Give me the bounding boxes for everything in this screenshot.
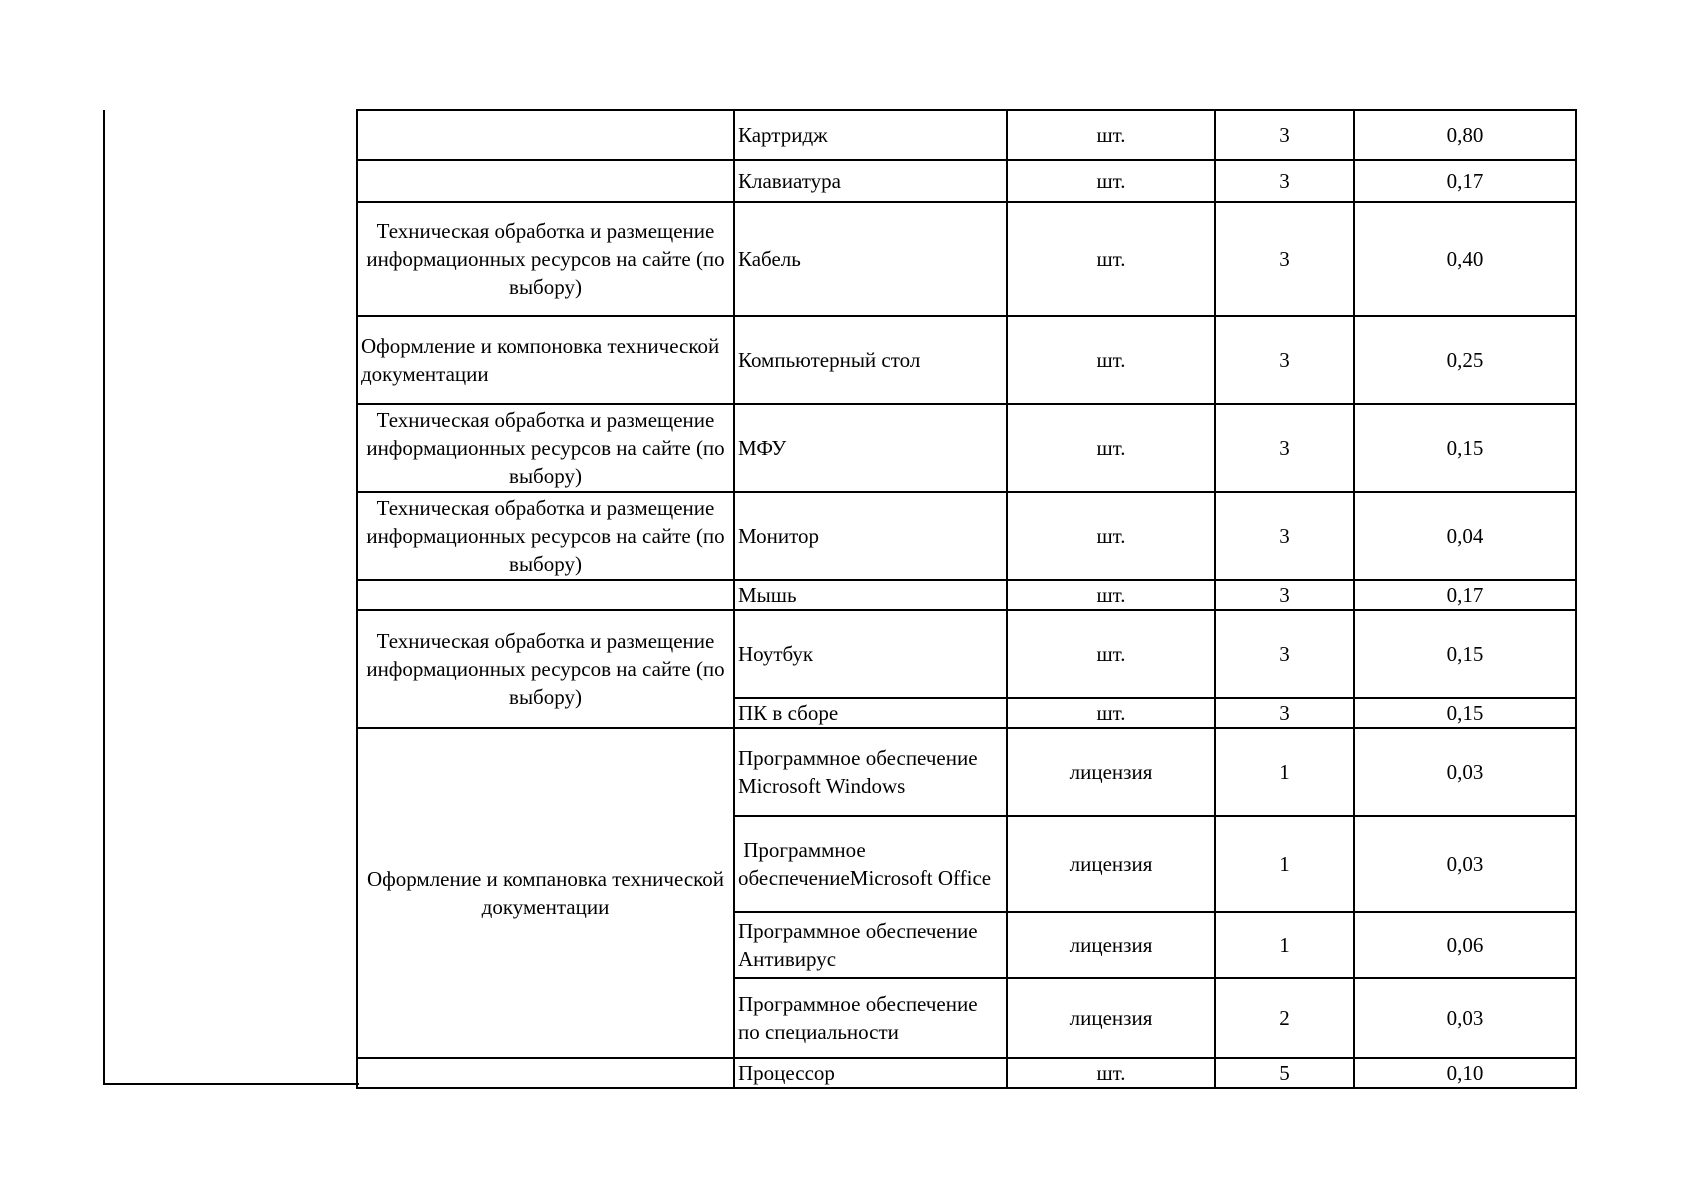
- value-cell: 0,03: [1354, 978, 1576, 1058]
- work-cell: Техническая обработка и размещение информационных ресурсов на сайте (по выбору): [357, 202, 734, 316]
- table-row: [357, 728, 1576, 816]
- unit-cell: шт.: [1007, 492, 1215, 580]
- quantity-cell: 1: [1215, 728, 1354, 816]
- item-name-cell: Процессор: [734, 1058, 1007, 1088]
- quantity-cell: 5: [1215, 1058, 1354, 1088]
- item-name-cell: Программное обеспечение по специальности: [734, 978, 1007, 1058]
- quantity-cell: 3: [1215, 698, 1354, 728]
- work-cell: Оформление и компановка технической документации: [357, 728, 734, 1058]
- quantity-cell: 1: [1215, 912, 1354, 978]
- unit-cell: шт.: [1007, 1058, 1215, 1088]
- quantity-cell: 1: [1215, 816, 1354, 912]
- unit-cell: шт.: [1007, 698, 1215, 728]
- value-cell: 0,03: [1354, 816, 1576, 912]
- table-row: [357, 492, 1576, 580]
- item-name-cell: Программное обеспечение Microsoft Windows: [734, 728, 1007, 816]
- item-name-cell: Кабель: [734, 202, 1007, 316]
- table-row: [357, 1058, 1576, 1088]
- item-name-cell: Монитор: [734, 492, 1007, 580]
- item-name-cell: Ноутбук: [734, 610, 1007, 698]
- quantity-cell: 3: [1215, 492, 1354, 580]
- outer-column-left-border: [103, 110, 105, 1085]
- item-name-cell: Программное обеспечение Антивирус: [734, 912, 1007, 978]
- value-cell: 0,06: [1354, 912, 1576, 978]
- value-cell: 0,17: [1354, 580, 1576, 610]
- value-cell: 0,40: [1354, 202, 1576, 316]
- work-cell: [357, 1058, 734, 1088]
- quantity-cell: 3: [1215, 160, 1354, 202]
- value-cell: 0,04: [1354, 492, 1576, 580]
- table-row: [357, 202, 1576, 316]
- quantity-cell: 3: [1215, 202, 1354, 316]
- outer-column-bottom-border: [103, 1083, 359, 1085]
- unit-cell: лицензия: [1007, 912, 1215, 978]
- value-cell: 0,15: [1354, 698, 1576, 728]
- work-cell: [357, 580, 734, 610]
- work-cell: Техническая обработка и размещение информационных ресурсов на сайте (по выбору): [357, 404, 734, 492]
- table-row: [357, 160, 1576, 202]
- item-name-cell: Клавиатура: [734, 160, 1007, 202]
- work-cell: Техническая обработка и размещение информационных ресурсов на сайте (по выбору): [357, 610, 734, 728]
- work-cell: Техническая обработка и размещение информационных ресурсов на сайте (по выбору): [357, 492, 734, 580]
- item-name-cell: Картридж: [734, 110, 1007, 160]
- table-row: [357, 610, 1576, 698]
- unit-cell: лицензия: [1007, 816, 1215, 912]
- unit-cell: шт.: [1007, 404, 1215, 492]
- item-name-cell: Программное обеспечениеMicrosoft Office: [734, 816, 1007, 912]
- table-row: [357, 316, 1576, 404]
- item-name-cell: МФУ: [734, 404, 1007, 492]
- table-row: [357, 110, 1576, 160]
- work-cell: [357, 110, 734, 160]
- unit-cell: шт.: [1007, 202, 1215, 316]
- value-cell: 0,10: [1354, 1058, 1576, 1088]
- item-name-cell: Мышь: [734, 580, 1007, 610]
- quantity-cell: 3: [1215, 610, 1354, 698]
- unit-cell: шт.: [1007, 316, 1215, 404]
- value-cell: 0,15: [1354, 404, 1576, 492]
- value-cell: 0,17: [1354, 160, 1576, 202]
- unit-cell: лицензия: [1007, 978, 1215, 1058]
- quantity-cell: 3: [1215, 316, 1354, 404]
- table-row: [357, 580, 1576, 610]
- unit-cell: шт.: [1007, 110, 1215, 160]
- equipment-table: [356, 109, 1577, 1089]
- value-cell: 0,15: [1354, 610, 1576, 698]
- unit-cell: шт.: [1007, 580, 1215, 610]
- value-cell: 0,25: [1354, 316, 1576, 404]
- unit-cell: шт.: [1007, 160, 1215, 202]
- work-cell: [357, 160, 734, 202]
- unit-cell: лицензия: [1007, 728, 1215, 816]
- quantity-cell: 3: [1215, 404, 1354, 492]
- value-cell: 0,03: [1354, 728, 1576, 816]
- item-name-cell: ПК в сборе: [734, 698, 1007, 728]
- unit-cell: шт.: [1007, 610, 1215, 698]
- quantity-cell: 2: [1215, 978, 1354, 1058]
- item-name-cell: Компьютерный стол: [734, 316, 1007, 404]
- quantity-cell: 3: [1215, 580, 1354, 610]
- value-cell: 0,80: [1354, 110, 1576, 160]
- quantity-cell: 3: [1215, 110, 1354, 160]
- work-cell: Оформление и компоновка технической документации: [357, 316, 734, 404]
- table-row: [357, 404, 1576, 492]
